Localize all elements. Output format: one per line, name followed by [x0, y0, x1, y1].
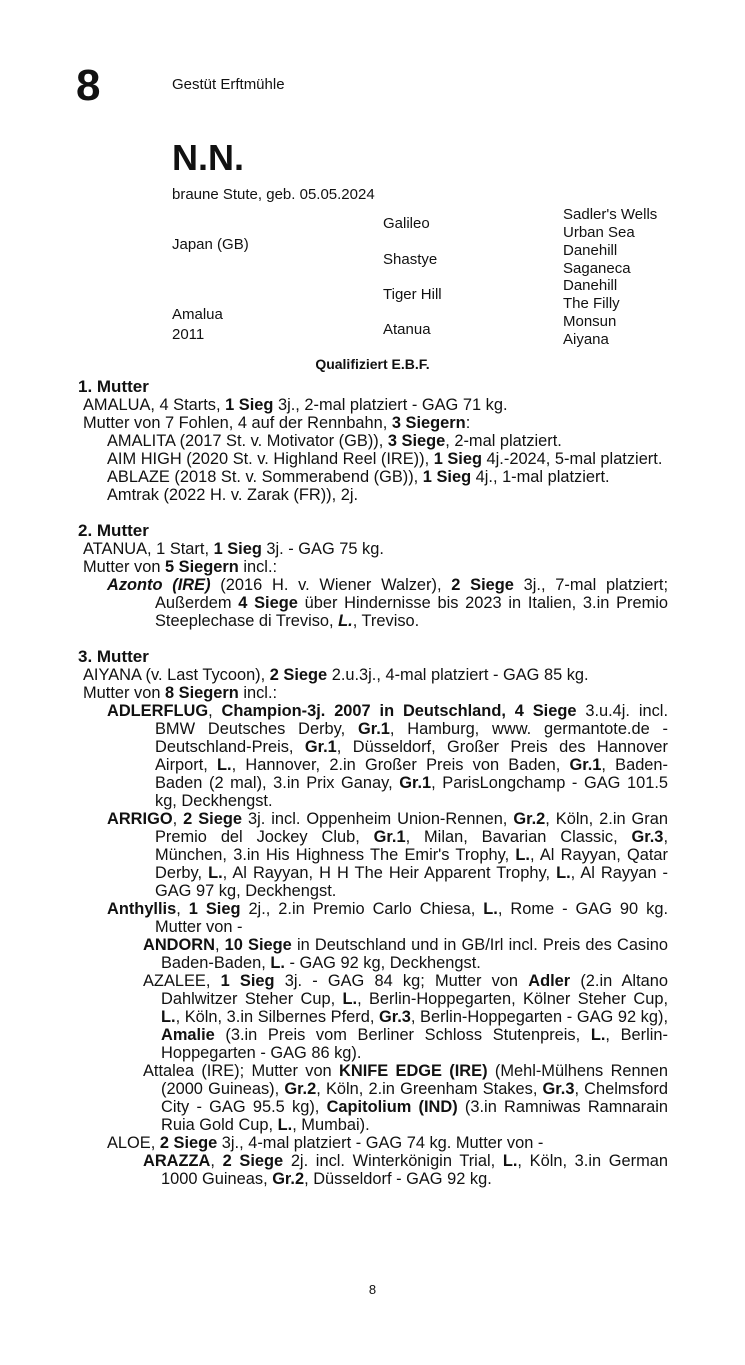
pedigree-dam-sire: Tiger Hill — [383, 286, 442, 303]
pedigree-body — [78, 378, 668, 1188]
produce-entry-sub: ANDORN, 10 Siege in Deutschland und in GB/Irl incl. Preis des Casino Baden-Baden, L. - GAG 92 kg, Deckhengst. — [143, 936, 669, 972]
pedigree-ggp: Danehill — [563, 242, 618, 259]
page-number: 8 — [368, 1282, 377, 1297]
produce-entry: Amtrak (2022 H. v. Zarak (FR)), 2j. — [107, 486, 359, 504]
produce-entry-sub: AZALEE, 1 Sieg 3j. - GAG 84 kg; Mutter von Adler (2.in Altano Dahlwitzer Steher Cup, L., Berlin-Hoppegarten, Kölner Steher Cup, L., Köln, 3.in Silbernes Pferd, Gr.3, Berlin-Hoppegarten - GAG 92 kg), Amalie (3.in Preis vom Berliner Schloss Stutenpreis, L., Berlin-Hoppegarten - GAG 86 kg). — [143, 972, 668, 1062]
dam-record: AIYANA (v. Last Tycoon), 2 Siege 2.u.3j., 4-mal platziert - GAG 85 kg. — [83, 666, 589, 684]
pedigree-sire-sire: Galileo — [383, 215, 430, 232]
dam-record: ATANUA, 1 Start, 1 Sieg 3j. - GAG 75 kg. — [83, 540, 384, 558]
dam-produce-summary: Mutter von 7 Fohlen, 4 auf der Rennbahn, 3 Siegern: — [83, 414, 471, 432]
pedigree-dam-dam: Atanua — [383, 321, 431, 338]
section-heading-third-dam: 3. Mutter — [78, 647, 149, 666]
produce-entry: AIM HIGH (2020 St. v. Highland Reel (IRE)), 1 Sieg 4j.-2024, 5-mal platziert. — [107, 450, 663, 468]
dam-record: AMALUA, 4 Starts, 1 Sieg 3j., 2-mal platziert - GAG 71 kg. — [83, 396, 508, 414]
pedigree-ggp: Aiyana — [563, 331, 609, 348]
pedigree-ggp: Urban Sea — [563, 224, 635, 241]
horse-name: N.N. — [172, 137, 244, 178]
seller: Gestüt Erftmühle — [172, 76, 285, 93]
pedigree-sire: Japan (GB) — [172, 236, 249, 253]
lot-number: 8 — [76, 61, 101, 110]
produce-entry: ARRIGO, 2 Siege 3j. incl. Oppenheim Union-Rennen, Gr.2, Köln, 2.in Gran Premio del Jockey Club, Gr.1, Milan, Bavarian Classic, Gr.3, München, 3.in His Highness The Emir's Trophy, L., Al Rayyan, Qatar Derby, L., Al Rayyan, H H The Heir Apparent Trophy, L., Al Rayyan - GAG 97 kg, Deckhengst. — [107, 810, 668, 900]
pedigree-ggp: Monsun — [563, 313, 617, 330]
pedigree-ggp: Saganeca — [563, 260, 631, 277]
produce-entry-sub: Attalea (IRE); Mutter von KNIFE EDGE (IRE) (Mehl-Mülhens Rennen (2000 Guineas), Gr.2, Köln, 2.in Greenham Stakes, Gr.3, Chelmsford City - GAG 95.5 kg), Capitolium (IND) (3.in Ramniwas Ramnarain Ruia Gold Cup, L., Mumbai). — [143, 1062, 668, 1134]
produce-entry: ABLAZE (2018 St. v. Sommerabend (GB)), 1 Sieg 4j., 1-mal platziert. — [107, 468, 610, 486]
produce-entry: AMALITA (2017 St. v. Motivator (GB)), 3 Siege, 2-mal platziert. — [107, 432, 562, 450]
section-heading-first-dam: 1. Mutter — [78, 377, 149, 396]
produce-entry: Anthyllis, 1 Sieg 2j., 2.in Premio Carlo Chiesa, L., Rome - GAG 90 kg. Mutter von - — [107, 900, 668, 936]
produce-entry: ALOE, 2 Siege 3j., 4-mal platziert - GAG 74 kg. Mutter von - — [107, 1134, 544, 1152]
horse-description: braune Stute, geb. 05.05.2024 — [172, 186, 375, 203]
dam-produce-summary: Mutter von 8 Siegern incl.: — [83, 684, 278, 702]
produce-entry: ADLERFLUG, Champion-3j. 2007 in Deutschland, 4 Siege 3.u.4j. incl. BMW Deutsches Derby, Gr.1, Hamburg, www. germantote.de - Deutschland-Preis, Gr.1, Düsseldorf, Großer Preis des Hannover Airport, L., Hannover, 2.in Großer Preis von Baden, Gr.1, Baden-Baden (2 mal), 3.in Prix Ganay, Gr.1, ParisLongchamp - GAG 101.5 kg, Deckhengst. — [107, 702, 669, 810]
pedigree-ggp: The Filly — [563, 295, 620, 312]
pedigree-dam: Amalua — [172, 306, 223, 323]
pedigree-ggp: Danehill — [563, 277, 618, 294]
produce-entry: Azonto (IRE) (2016 H. v. Wiener Walzer), 2 Siege 3j., 7-mal platziert; Außerdem 4 Siege über Hindernisse bis 2023 in Italien, 3.in Premio Steeplechase di Treviso, L., Treviso. — [107, 576, 668, 630]
qualification: Qualifiziert E.B.F. — [315, 356, 430, 372]
dam-produce-summary: Mutter von 5 Siegern incl.: — [83, 558, 278, 576]
produce-entry-sub: ARAZZA, 2 Siege 2j. incl. Winterkönigin Trial, L., Köln, 3.in German 1000 Guineas, Gr.2, Düsseldorf - GAG 92 kg. — [143, 1152, 668, 1188]
pedigree-ggp: Sadler's Wells — [563, 206, 658, 223]
pedigree-dam-year: 2011 — [172, 326, 205, 343]
pedigree-sire-dam: Shastye — [383, 251, 438, 268]
section-heading-second-dam: 2. Mutter — [78, 521, 149, 540]
